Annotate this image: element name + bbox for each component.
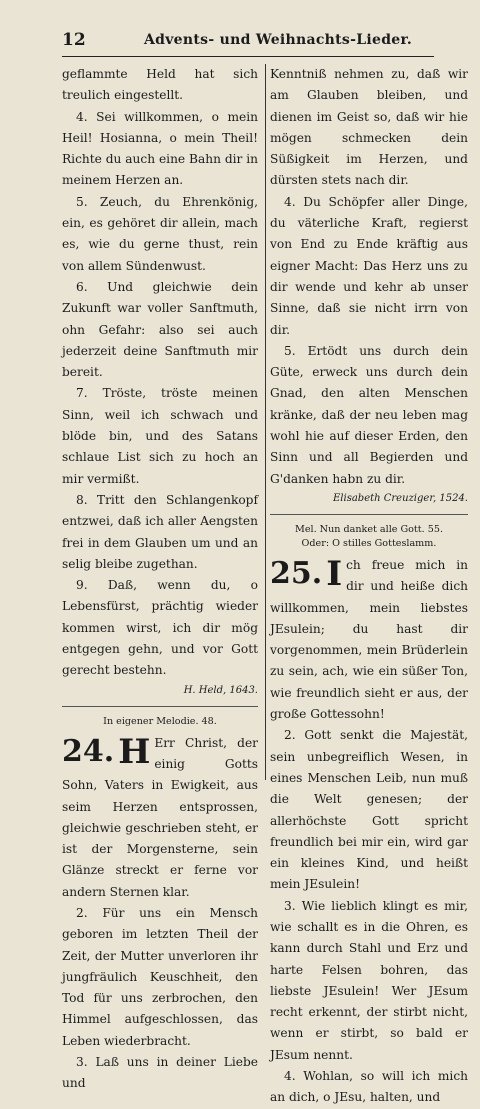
verse: 2. Gott senkt die Majestät, sein unbegreiflich Wesen, in eines Menschen Leib, nun muß die Welt genesen; der allerhöchste Gott spricht freundlich bei mir ein, wird gar ein kleines Kind, und heißt mein JEsulein! [270,728,468,892]
verse-continuation: Kenntniß nehmen zu, daß wir am Glauben bleiben, und dienen im Geist so, daß wir hie mögen schmecken dein Süßigkeit im Herzen, und dürsten stets nach dir. [270,67,468,188]
verse: 4. Wohlan, so will ich mich an dich, o JEsu, halten, und [270,1069,468,1105]
verse: 4. Du Schöpfer aller Dinge, du väterliche Kraft, regierst von End zu Ende kräftig aus eigner Macht: Das Herz uns zu dir wende und kehr ab unser Sinne, daß sie nicht irrn von dir. [270,194,468,337]
drop-cap: H [118,731,151,772]
hymn-number: 25. [270,555,323,591]
verse-text: ch freue mich in dir und heiße dich willkommen, mein liebstes JEsulein; du hast dir vorgenommen, mein Brüderlein zu sein, ach, wie ein süßer Ton, wie freundlich sieht er aus, der große Gottessohn! [270,557,468,722]
verse: 3. Wie lieblich klingt es mir, wie schallt es in die Ohren, es kann durch Stahl und Erz und harte Felsen bohren, das liebste JEsulein! Wer JEsum recht erkennt, der stirbt nicht, wenn er stirbt, so bald er JEsum nennt. [270,898,468,1062]
verse: 2. Für uns ein Mensch geboren im letzten Theil der Zeit, der Mutter unverloren ihr jungfräulich Keuschheit, den Tod für uns zerbrochen, den Himmel aufgeschlossen, das Leben wiederbracht. [62,905,258,1048]
hymn-number: 24. [62,733,115,769]
verse: 7. Tröste, tröste meinen Sinn, weil ich schwach und blöde bin, und des Satans schlaue List sich zu hoch an mir vermißt. [62,386,258,486]
page-header [62,28,434,57]
verse: 9. Daß, wenn du, o Lebensfürst, prächtig wieder kommen wirst, ich dir mög entgegen gehn, und vor Gott gerecht bestehn. [62,578,258,678]
verse-text: Err Christ, der einig Gotts Sohn, Vaters in Ewigkeit, aus seim Herzen entsprossen, gleichwie geschrieben steht, er ist der Morgensterne, sein Glänze streckt er ferne vor andern Sternen klar. [62,735,258,899]
verse: 8. Tritt den Schlangenkopf entzwei, daß ich aller Aengsten frei in dem Glauben um und an selig bleibe zugethan. [62,492,258,571]
verse: 4. Sei willkommen, o mein Heil! Hosianna, o mein Theil! Richte du auch eine Bahn dir in meinem Herzen an. [62,109,258,188]
verse: 5. Zeuch, du Ehrenkönig, ein, es gehöret dir allein, mach es, wie du gerne thust, rein von allem Sündenwust. [62,194,258,273]
right-column [270,64,468,1109]
verse-continuation: geflammte Held hat sich treulich eingestellt. [62,67,258,103]
hymn-24-first-verse [62,733,258,903]
drop-cap: I [326,553,343,594]
melody-line: Oder: O stilles Gotteslamm. [301,537,437,549]
column-divider [265,64,266,780]
hymn-25-first-verse [270,555,468,725]
verse: 6. Und gleichwie dein Zukunft war voller Sanftmuth, ohn Gefahr: also sei auch jederzeit deine Sanftmuth mir bereit. [62,279,258,380]
melody-note: In eigener Melodie. 48. [62,706,258,729]
melody-note [270,514,468,551]
left-column [62,64,258,1095]
running-title: Advents- und Weihnachts-Lieder. [144,32,413,48]
melody-line: Mel. Nun danket alle Gott. 55. [295,523,443,535]
hymn-author: H. Held, 1643. [183,684,258,696]
verse: 5. Ertödt uns durch dein Güte, erweck uns durch dein Gnad, den alten Menschen kränke, daß der neu leben mag wohl hie auf dieser Erden, den Sinn und all Begierden und G'danken habn zu dir. [270,343,468,486]
hymn-author: Elisabeth Creuziger, 1524. [333,492,468,504]
verse: 3. Laß uns in deiner Liebe und [62,1055,258,1091]
page-number: 12 [62,30,86,50]
